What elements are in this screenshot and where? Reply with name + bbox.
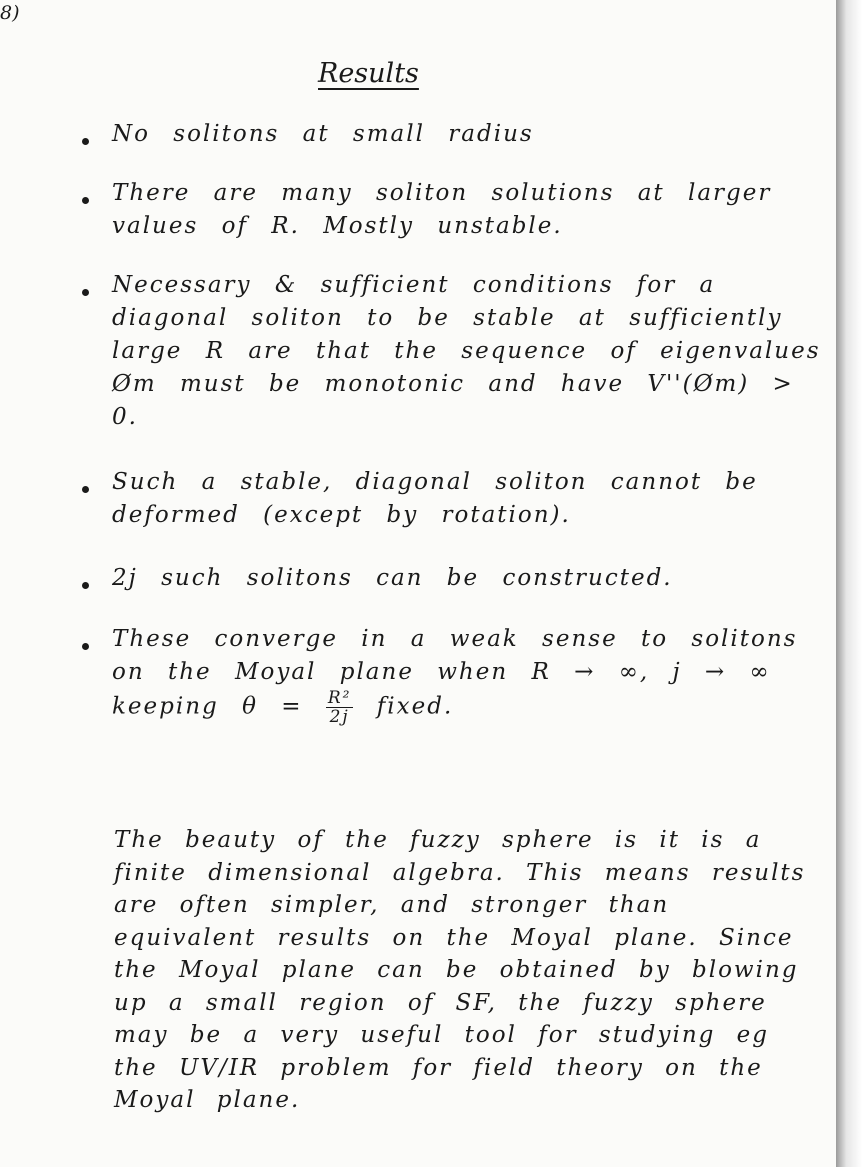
list-item: [82, 118, 822, 151]
list-item-text: Such a stable, diagonal soliton cannot be deformed (except by rotation).: [112, 469, 758, 528]
bullet-dot-icon: [82, 289, 89, 296]
bullet-dot-icon: [82, 643, 89, 650]
theta-fraction: [326, 689, 354, 726]
results-list: [82, 118, 822, 726]
theta-numerator: R²: [327, 688, 352, 708]
page-number: 8): [0, 2, 20, 24]
list-item-text-main: These converge in a weak sense to solitons on the Moyal plane when R → ∞, j → ∞ keeping: [112, 626, 798, 720]
bullet-dot-icon: [82, 582, 89, 589]
theta-denominator: 2j: [329, 707, 350, 727]
list-item-text: 2j such solitons can be constructed.: [112, 565, 673, 591]
list-item-text: [112, 623, 822, 726]
bullet-dot-icon: [82, 197, 89, 204]
scan-edge: [836, 0, 862, 1167]
list-item-text: Necessary & sufficient conditions for a diagonal soliton to be stable at sufficiently large R are that the sequence of eigenvalues Øm must be monotonic and have V''(Øm) > 0.: [112, 272, 821, 430]
list-item: [82, 623, 822, 726]
closing-note: The beauty of the fuzzy sphere is it is a finite dimensional algebra. This means results are often simpler, and stronger than equivalent results on the Moyal plane. Since the Moyal plane can be obtained by blowing up a small region of SF, the fuzzy sphere may be a very useful tool for studying eg the UV/IR problem for field theory on the Moyal plane.: [114, 827, 806, 1113]
list-item-text: There are many soliton solutions at larger values of R. Mostly unstable.: [112, 180, 772, 239]
page-title: Results: [318, 58, 419, 89]
list-item: [82, 466, 822, 532]
list-item: [82, 269, 822, 434]
theta-suffix: fixed.: [376, 693, 454, 720]
list-item: [82, 562, 822, 595]
theta-lhs: θ =: [242, 693, 303, 720]
bullet-dot-icon: [82, 138, 89, 145]
list-item: [82, 177, 822, 243]
list-item-text: No solitons at small radius: [112, 121, 534, 147]
bullet-dot-icon: [82, 486, 89, 493]
